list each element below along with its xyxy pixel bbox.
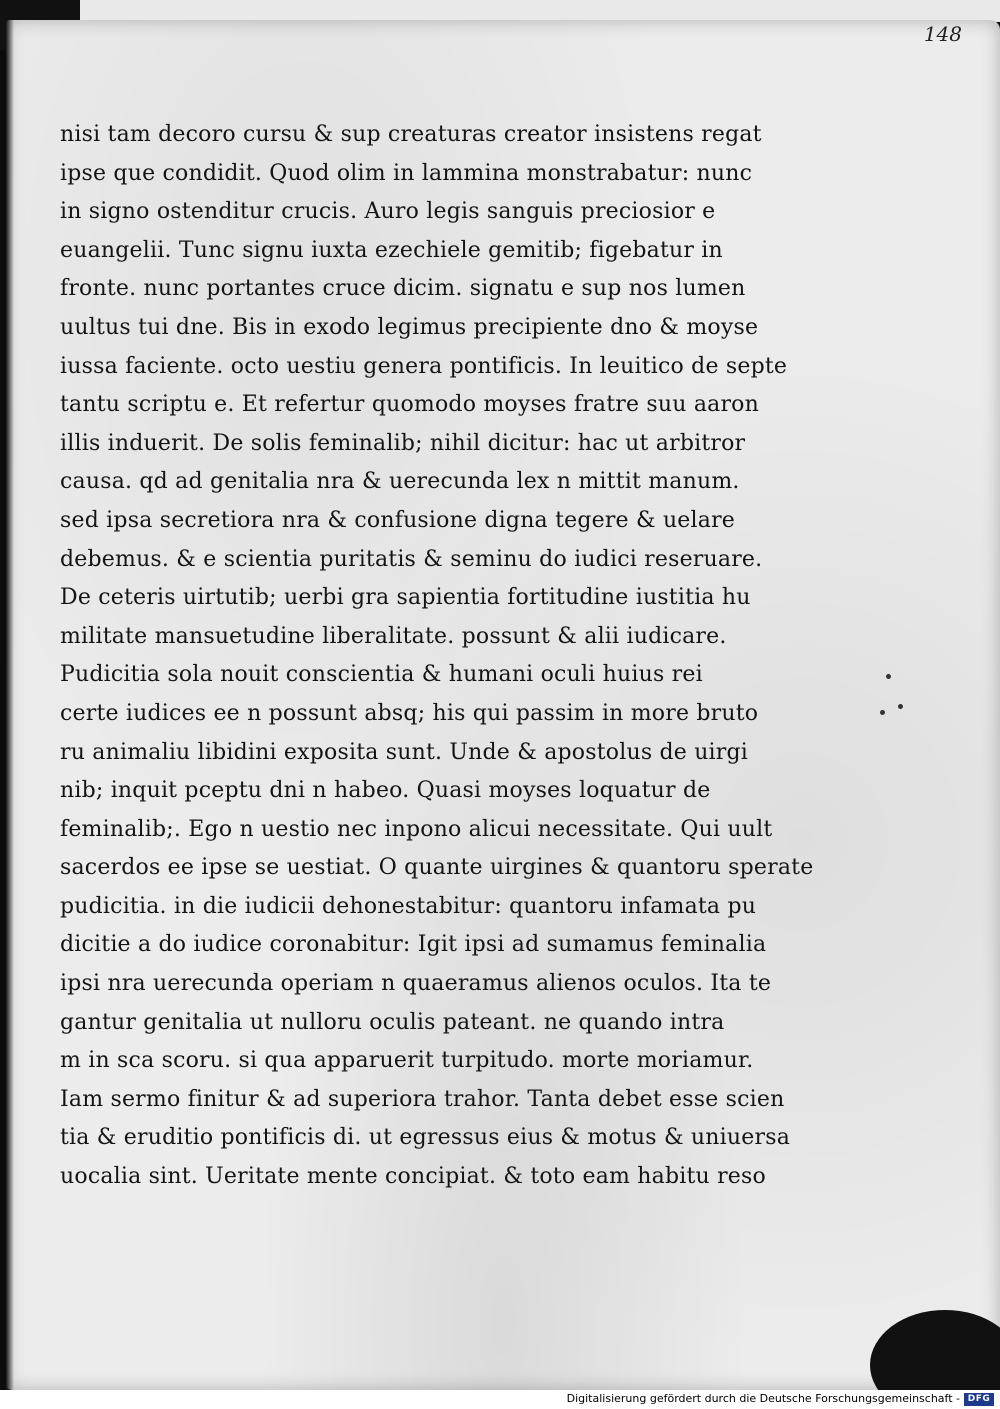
parchment-hole	[886, 674, 891, 679]
leaf-shadow-edge	[6, 20, 14, 1390]
manuscript-line: in signo ostenditur crucis. Auro legis sanguis preciosior e	[60, 199, 716, 225]
manuscript-line: uultus tui dne. Bis in exodo legimus precipiente dno & moyse	[60, 314, 759, 340]
manuscript-line: sacerdos ee ipse se uestiat. O quante uirgines & quantoru sperate	[60, 855, 814, 881]
thumb-shadow	[870, 1310, 1000, 1390]
footer-bar	[0, 1390, 1000, 1409]
manuscript-line: Pudicitia sola nouit conscientia & humani oculi huius rei	[60, 662, 703, 688]
manuscript-line: feminalib;. Ego n uestio nec inpono alicui necessitate. Qui uult	[60, 816, 773, 842]
manuscript-line: nisi tam decoro cursu & sup creaturas creator insistens regat	[60, 122, 762, 147]
funding-credit: Digitalisierung gefördert durch die Deutsche Forschungsgemeinschaft -	[566, 1392, 960, 1405]
manuscript-line: pudicitia. in die iudicii dehonestabitur: quantoru infamata pu	[60, 893, 757, 919]
manuscript-line: causa. qd ad genitalia nra & uerecunda lex n mittit manum.	[60, 469, 740, 495]
manuscript-line: Iam sermo finitur & ad superiora trahor. Tanta debet esse scien	[60, 1086, 785, 1112]
manuscript-line: uocalia sint. Ueritate mente concipiat. & toto eam habitu reso	[60, 1164, 766, 1190]
parchment-leaf	[6, 20, 1000, 1390]
manuscript-line: ipse que condidit. Quod olim in lammina monstrabatur: nunc	[60, 160, 753, 186]
manuscript-line: tia & eruditio pontificis di. ut egressus eius & motus & uniuersa	[60, 1125, 791, 1151]
manuscript-line: debemus. & e scientia puritatis & seminu do iudici reseruare.	[60, 546, 763, 572]
manuscript-line: tantu scriptu e. Et refertur quomodo moyses fratre suu aaron	[60, 392, 759, 418]
manuscript-line: fronte. nunc portantes cruce dicim. signatu e sup nos lumen	[60, 276, 746, 302]
manuscript-line: dicitie a do iudice coronabitur: Igit ipsi ad sumamus feminalia	[60, 932, 767, 958]
manuscript-line: euangelii. Tunc signu iuxta ezechiele gemitib; figebatur in	[60, 237, 723, 263]
parchment-hole	[898, 704, 903, 709]
folio-number: 148	[923, 22, 962, 46]
manuscript-line: ru animaliu libidini exposita sunt. Unde & apostolus de uirgi	[60, 739, 749, 765]
manuscript-line: De ceteris uirtutib; uerbi gra sapientia fortitudine iustitia hu	[60, 585, 751, 611]
manuscript-line: sed ipsa secretiora nra & confusione digna tegere & uelare	[60, 507, 736, 533]
manuscript-line: illis induerit. De solis feminalib; nihil dicitur: hac ut arbitror	[60, 430, 746, 456]
manuscript-line: militate mansuetudine liberalitate. possunt & alii iudicare.	[60, 623, 727, 649]
manuscript-line: ipsi nra uerecunda operiam n quaeramus alienos oculos. Ita te	[60, 971, 772, 997]
manuscript-line: certe iudices ee n possunt absq; his qui passim in more bruto	[60, 700, 759, 726]
dfg-logo[interactable]: DFG	[964, 1393, 994, 1406]
manuscript-line: m in sca scoru. si qua apparuerit turpitudo. morte moriamur.	[60, 1048, 754, 1074]
parchment-hole	[880, 710, 885, 715]
manuscript-text	[60, 116, 820, 1197]
manuscript-line: iussa faciente. octo uestiu genera pontificis. In leuitico de septe	[60, 353, 788, 379]
manuscript-line: nib; inquit pceptu dni n habeo. Quasi moyses loquatur de	[60, 778, 711, 804]
scan-background-strip	[80, 0, 1000, 22]
manuscript-line: gantur genitalia ut nulloru oculis pateant. ne quando intra	[60, 1009, 725, 1035]
